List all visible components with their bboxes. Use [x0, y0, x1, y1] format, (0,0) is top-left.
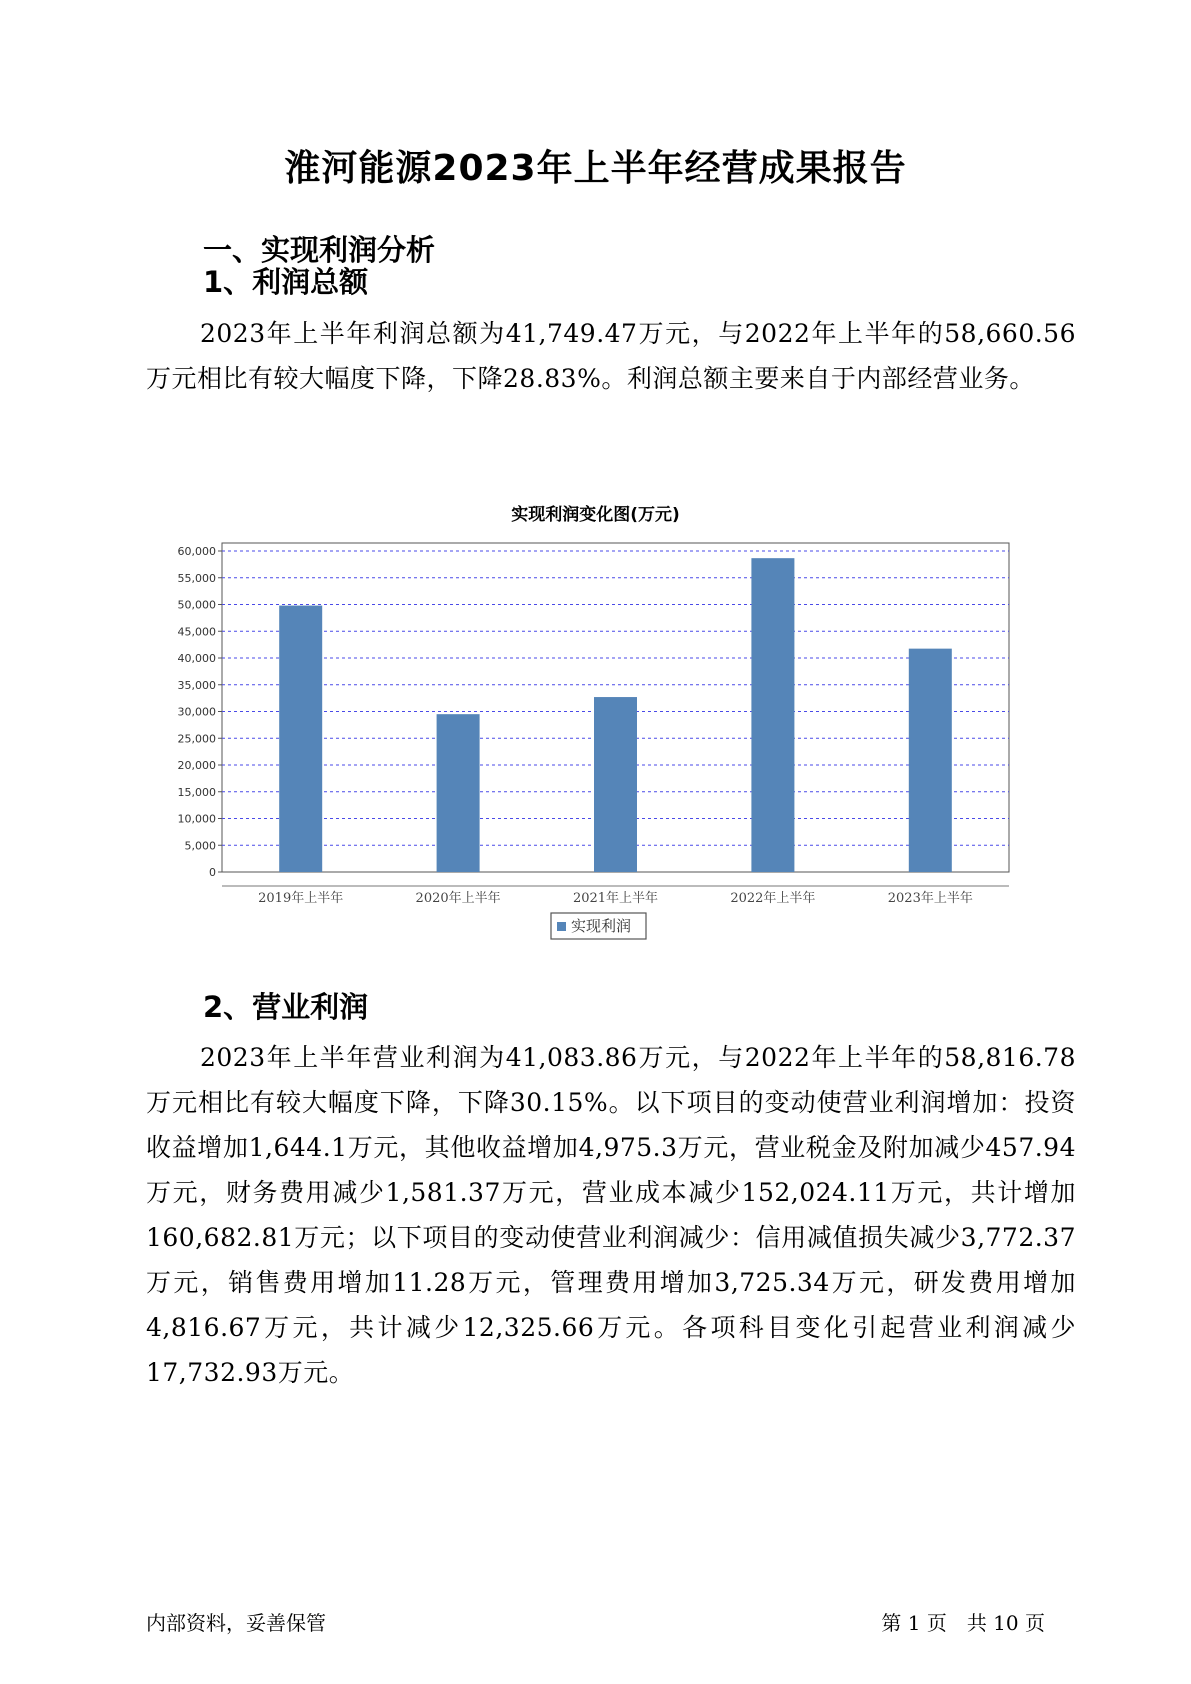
operating-profit-paragraph: 2023年上半年营业利润为41,083.86万元，与2022年上半年的58,816.78万元相比有较大幅度下降，下降30.15%。以下项目的变动使营业利润增加：投资收益增加1,644.1万元，其他收益增加4,975.3万元，营业税金及附加减少457.94万元，财务费用减少1,581.37万元，营业成本减少152,024.11万元，共计增加160,682.81万元；以下项目的变动使营业利润减少：信用减值损失减少3,772.37万元，销售费用增加11.28万元，管理费用增加3,725.34万元，研发费用增加4,816.67万元，共计减少12,325.66万元。各项科目变化引起营业利润减少17,732.93万元。 [146, 1043, 1076, 1387]
y-tick-label: 10,000 [177, 812, 216, 826]
bar [751, 558, 794, 872]
page-title: 淮河能源2023年上半年经营成果报告 [284, 148, 907, 189]
y-tick-label: 45,000 [177, 625, 216, 639]
section-heading-profit-analysis: 一、实现利润分析 [203, 233, 436, 267]
subsection-heading-total-profit: 1、利润总额 [203, 265, 369, 299]
y-tick-label: 50,000 [177, 598, 216, 612]
bar [437, 714, 480, 872]
x-tick-label: 2021年上半年 [572, 891, 659, 906]
y-tick-label: 30,000 [177, 705, 216, 719]
y-tick-label: 55,000 [177, 571, 216, 585]
x-tick-label: 2022年上半年 [730, 891, 816, 906]
bar [909, 649, 952, 872]
bar [594, 697, 637, 872]
footer-page-number: 第 1 页 共 10 页 [881, 1611, 1045, 1635]
subsection-heading-operating-profit: 2、营业利润 [203, 990, 369, 1024]
y-tick-label: 25,000 [177, 732, 216, 746]
x-tick-label: 2020年上半年 [415, 891, 501, 906]
chart-title: 实现利润变化图(万元) [511, 505, 680, 525]
footer-confidential-note: 内部资料，妥善保管 [146, 1611, 326, 1635]
legend-swatch [557, 922, 566, 931]
legend-label: 实现利润 [571, 917, 632, 935]
x-tick-label: 2023年上半年 [887, 891, 973, 906]
x-tick-label: 2019年上半年 [258, 891, 344, 906]
y-tick-label: 15,000 [177, 785, 216, 799]
total-profit-paragraph: 2023年上半年利润总额为41,749.47万元，与2022年上半年的58,660.56万元相比有较大幅度下降，下降28.83%。利润总额主要来自于内部经营业务。 [146, 319, 1076, 393]
y-tick-label: 20,000 [177, 759, 216, 772]
y-tick-label: 60,000 [177, 545, 216, 558]
y-tick-label: 5,000 [184, 839, 216, 853]
bar [279, 606, 322, 872]
y-tick-label: 40,000 [177, 652, 216, 665]
y-tick-label: 0 [209, 866, 216, 879]
y-tick-label: 35,000 [177, 678, 216, 692]
